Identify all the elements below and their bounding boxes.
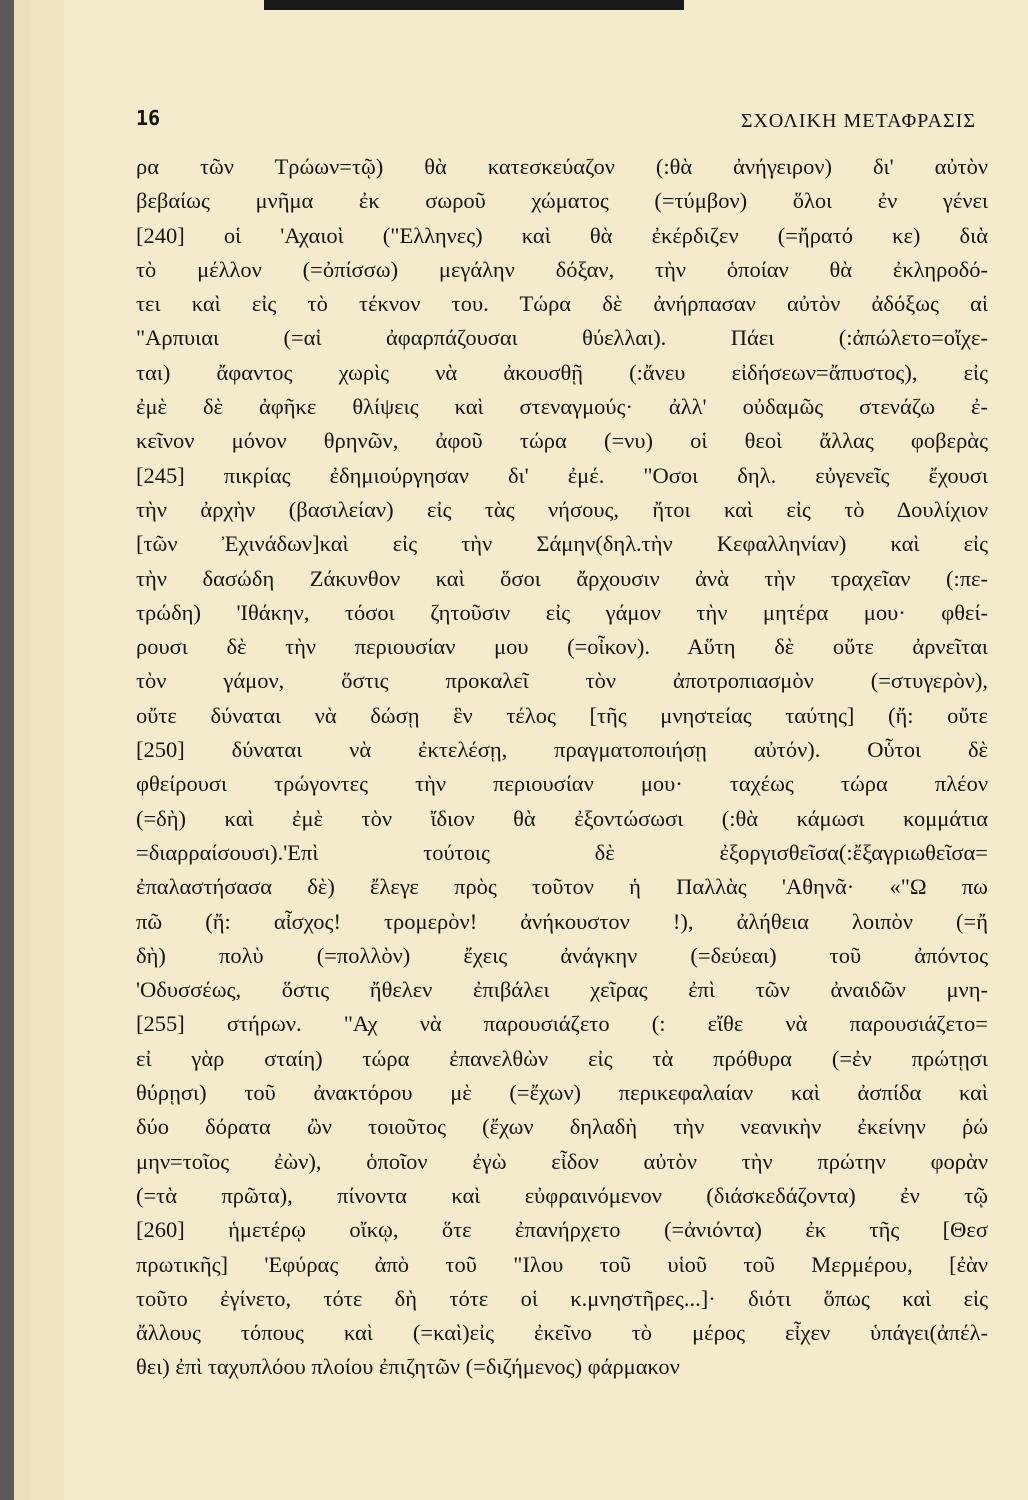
text-line: θύρῃσι) τοῦ ἀνακτόρου μὲ (=ἔχων) περικεφαλαίαν καὶ ἀσπίδα καὶ bbox=[136, 1080, 988, 1106]
text-line: ται) ἄφαντος χωρὶς νὰ ἀκουσθῇ (:ἄνευ εἰδήσεων=ἄπυστος), εἰς bbox=[136, 359, 988, 385]
text-line: "Αρπυιαι (=αἱ ἀφαρπάζουσαι θύελλαι). Πάει (:ἀπώλετο=οἴχε- bbox=[136, 325, 988, 351]
text-line: τὸ μέλλον (=ὀπίσσω) μεγάλην δόξαν, τὴν ὁποίαν θὰ ἐκληροδό- bbox=[136, 256, 988, 282]
text-line: ρουσι δὲ τὴν περιουσίαν μου (=οἶκον). Αὕτη δὲ οὔτε ἀρνεῖται bbox=[136, 634, 988, 660]
text-line: ἐμὲ δὲ ἀφῆκε θλίψεις καὶ στεναγμούς· ἀλλ' οὐδαμῶς στενάζω ἐ- bbox=[136, 394, 988, 420]
running-title: ΣΧΟΛΙΚΗ ΜΕΤΑΦΡΑΣΙΣ bbox=[740, 110, 976, 132]
text-line: τὸν γάμον, ὅστις προκαλεῖ τὸν ἀποτροπιασμὸν (=στυγερὸν), bbox=[136, 668, 988, 694]
text-line: πῶ (ἤ: αἶσχος! τρομερὸν! ἀνήκουστον !), ἀλήθεια λοιπὸν (=ἤ bbox=[136, 908, 988, 934]
text-line: [τῶν Ἐχινάδων]καὶ εἰς τὴν Σάμην(δηλ.τὴν Κεφαλληνίαν) καὶ εἰς bbox=[136, 531, 988, 557]
text-line: [250] δύναται νὰ ἐκτελέσῃ, πραγματοποιήσῃ αὐτόν). Οὗτοι δὲ bbox=[136, 737, 988, 763]
text-line: μην=τοῖος ἐὼν), ὁποῖον ἐγὼ εἶδον αὐτὸν τὴν πρώτην φορὰν bbox=[136, 1148, 988, 1174]
text-line: [260] ἡμετέρῳ οἴκῳ, ὅτε ἐπανήρχετο (=ἀνιόντα) ἐκ τῆς [Θεσ bbox=[136, 1217, 988, 1243]
text-line: δύο δόρατα ὢν τοιοῦτος (ἔχων δηλαδὴ τὴν νεανικὴν ἐκείνην ῥώ bbox=[136, 1114, 988, 1140]
text-line: =διαρραίσουσι).'Επὶ τούτοις δὲ ἐξοργισθεῖσα(:ἔξαγριωθεῖσα= bbox=[136, 839, 988, 865]
text-line: πρωτικῆς] 'Εφύρας ἀπὸ τοῦ "Ιλου τοῦ υἱοῦ τοῦ Μερμέρου, [ἐὰν bbox=[136, 1251, 988, 1277]
text-line: ἐπαλαστήσασα δὲ) ἔλεγε πρὸς τοῦτον ἡ Παλλὰς 'Αθηνᾶ· «"Ω πω bbox=[136, 874, 988, 900]
text-line: ρα τῶν Τρώων=τῷ) θὰ κατεσκεύαζον (:θὰ ἀνήγειρον) δι' αὐτὸν bbox=[136, 154, 988, 179]
scan-edge-bar bbox=[264, 0, 684, 10]
text-line: τει καὶ εἰς τὸ τέκνον του. Τώρα δὲ ἀνήρπασαν αὐτὸν ἀδόξως αἱ bbox=[136, 291, 988, 317]
text-line: δὴ) πολὺ (=πολλὸν) ἔχεις ἀνάγκην (=δεύεαι) τοῦ ἀπόντος bbox=[136, 942, 988, 968]
text-line: [245] πικρίας ἐδημιούργησαν δι' ἐμέ. "Οσοι δηλ. εὐγενεῖς ἔχουσι bbox=[136, 462, 988, 488]
text-line: (=δὴ) καὶ ἐμὲ τὸν ἴδιον θὰ ἐξοντώσωσι (:θὰ κάμωσι κομμάτια bbox=[136, 805, 988, 831]
text-line: τὴν ἀρχὴν (βασιλείαν) εἰς τὰς νήσους, ἤτοι καὶ εἰς τὸ Δουλίχιον bbox=[136, 496, 988, 522]
text-line: [240] οἱ 'Αχαιοὶ ("Ελληνες) καὶ θὰ ἐκέρδιζεν (=ἤρατό κε) διὰ bbox=[136, 222, 988, 248]
book-page bbox=[64, 0, 1028, 1500]
text-line: κεῖνον μόνον θρηνῶν, ἀφοῦ τώρα (=νυ) οἱ θεοὶ ἄλλας φοβερὰς bbox=[136, 428, 988, 454]
text-line: (=τὰ πρῶτα), πίνοντα καὶ εὐφραινόμενον (διάσκεδάζοντα) ἐν τῷ bbox=[136, 1182, 988, 1208]
text-line: εἰ γὰρ σταίη) τώρα ἐπανελθὼν εἰς τὰ πρόθυρα (=ἐν πρώτῃσι bbox=[136, 1045, 988, 1071]
text-line: θει) ἐπὶ ταχυπλόου πλοίου ἐπιζητῶν (=διζήμενος) φάρμακον bbox=[136, 1354, 680, 1380]
text-line: οὔτε δύναται νὰ δώσῃ ἓν τέλος [τῆς μνηστείας ταύτης] (ἤ: οὔτε bbox=[136, 702, 988, 728]
translation-text bbox=[136, 150, 988, 1385]
text-line: 'Οδυσσέως, ὅστις ἤθελεν ἐπιβάλει χεῖρας ἐπὶ τῶν ἀναιδῶν μνη- bbox=[136, 977, 988, 1003]
text-line: τρώδη) 'Ιθάκην, τόσοι ζητοῦσιν εἰς γάμον τὴν μητέρα μου· φθεί- bbox=[136, 599, 988, 625]
text-line: φθείρουσι τρώγοντες τὴν περιουσίαν μου· ταχέως τώρα πλέον bbox=[136, 771, 988, 797]
page-number: 16 bbox=[136, 106, 161, 130]
text-line: τὴν δασώδη Ζάκυνθον καὶ ὅσοι ἄρχουσιν ἀνὰ τὴν τραχεῖαν (:πε- bbox=[136, 565, 988, 591]
text-line: [255] στήρων. "Αχ νὰ παρουσιάζετο (: εἴθε νὰ παρουσιάζετο= bbox=[136, 1011, 988, 1037]
text-line: ἄλλους τόπους καὶ (=καὶ)εἰς ἐκεῖνο τὸ μέρος εἶχεν ὑπάγει(ἀπέλ- bbox=[136, 1320, 988, 1346]
text-line: τοῦτο ἐγίνετο, τότε δὴ τότε οἱ κ.μνηστῆρες...]· διότι ὅπως καὶ εἰς bbox=[136, 1285, 988, 1311]
page-header bbox=[136, 106, 976, 140]
text-line: βεβαίως μνῆμα ἐκ σωροῦ χώματος (=τύμβον) ὅλοι ἐν γένει bbox=[136, 188, 988, 214]
